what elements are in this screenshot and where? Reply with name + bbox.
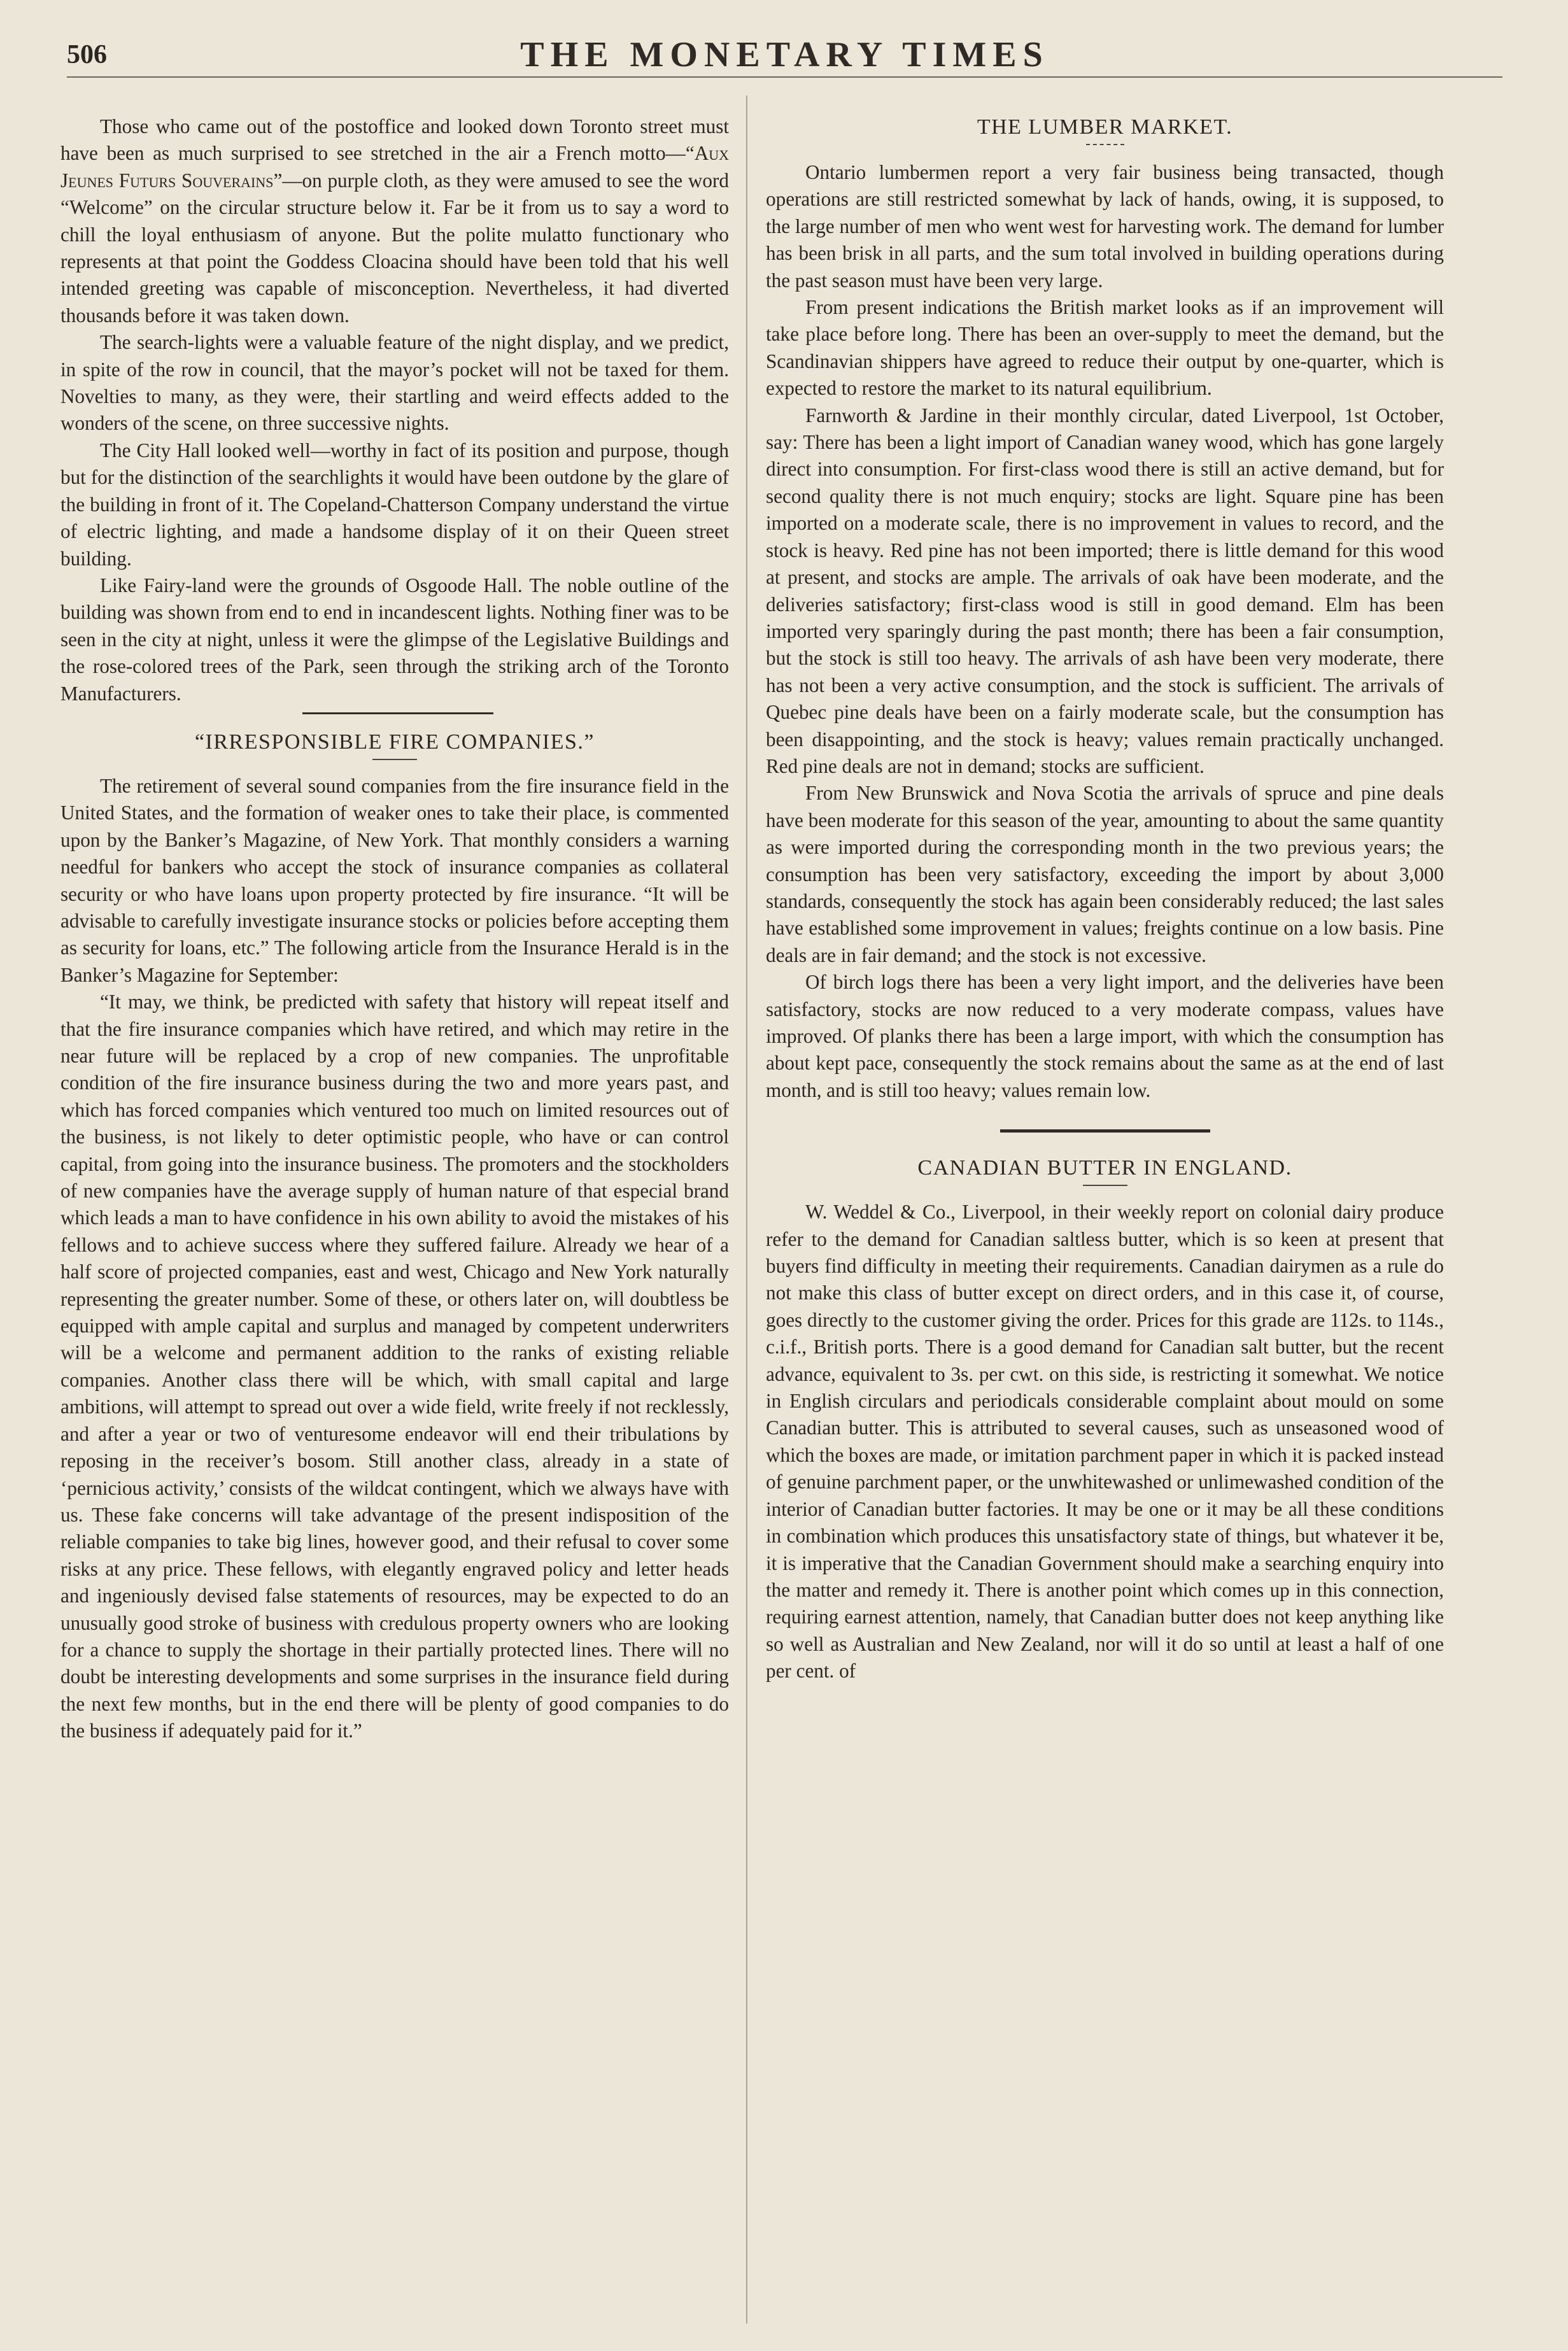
french-motto: Aux Jeunes Futurs Souverains bbox=[60, 142, 729, 192]
heading-rule bbox=[1083, 1185, 1127, 1186]
article-paragraph: Ontario lumbermen report a very fair business being transacted, though operations are still restricted somewhat by lack of hands, owing, it is supposed, to the large number of men who went west for harvesting work. The demand for lumber has been brisk in all parts, and the sum total involved in building operations during the past season must have been very large. bbox=[766, 161, 1444, 292]
article-paragraph: From present indications the British market looks as if an improvement will take place before long. There has been an over-supply to meet the demand, but the Scandinavian shippers have agreed to reduce their output by one-quarter, which is expected to restore the market to its natural equilibrium. bbox=[766, 296, 1444, 400]
article-paragraph: The City Hall looked well—worthy in fact of its position and purpose, though but for the distinction of the searchlights it would have been outdone by the glare of the building in front of it. The Copeland-Chatterson Company understand the virtue of electric lighting, and made a handsome display of it on their Queen street building. bbox=[60, 439, 729, 570]
journal-title: THE MONETARY TIMES bbox=[520, 35, 1049, 74]
section-rule bbox=[1000, 1129, 1210, 1133]
heading-canadian-butter: CANADIAN BUTTER IN ENGLAND. bbox=[917, 1156, 1292, 1180]
left-column bbox=[60, 113, 729, 1745]
article-paragraph bbox=[60, 113, 729, 329]
article-paragraph: W. Weddel & Co., Liverpool, in their weekly report on colonial dairy produce refer to the demand for Canadian saltless butter, which is so keen at present that buyers find difficulty in meeting their requirements. Canadian dairymen as a rule do not make this class of butter except on direct orders, and in this case it, of course, goes directly to the customer giving the order. Prices for this grade are 112s. to 114s., c.i.f., British ports. There is a good demand for Canadian salt butter, but the recent advance, equivalent to 3s. per cwt. on this side, is restricting it somewhat. We notice in English circulars and periodicals considerable complaint about mould on some Canadian butter. This is attributed to several causes, such as unseasoned wood of which the boxes are made, or imitation parchment paper in which it is packed instead of genuine parchment paper, or the unwhitewashed or unlimewashed condition of the interior of Canadian butter factories. It may be one or it may be all these conditions in combination which produces this unsatisfactory state of things, but whatever it be, it is imperative that the Canadian Government should make a searching enquiry into the matter and remedy it. There is another point which comes up in this connection, requiring earnest attention, namely, that Canadian butter does not keep anything like so well as Australian and New Zealand, nor will it do so until at least a half of one per cent. of bbox=[766, 1201, 1444, 1683]
column-divider bbox=[746, 95, 747, 2324]
paragraph-text: ”—on purple cloth, as they were amused to see the word “Welcome” on the circular structure below it. Far be it from us to say a word to chill the loyal enthusiasm of anyone. But the polite mulatto functionary who represents at that point the Goddess Cloacina should have been told that his well intended greeting was capable of misconception. Nevertheless, it had diverted thousands before it was taken down. bbox=[60, 169, 729, 327]
article-paragraph: From New Brunswick and Nova Scotia the arrivals of spruce and pine deals have been moderate for this season of the year, amounting to about the same quantity as were imported during the corresponding month in the two previous years; the consumption has been very satisfactory, exceeding the import by about 3,000 standards, consequently the stock has again been considerably reduced; the last sales have established some improvement in values; freights continue on a low basis. Pine deals are in fair demand; and the stock is not excessive. bbox=[766, 782, 1444, 966]
article-paragraph: Farnworth & Jardine in their monthly circular, dated Liverpool, 1st October, say: There has been a light import of Canadian waney wood, which has gone largely direct into consumption. For first-class wood there is still an active demand, but for second quality there is not much enquiry; stocks are light. Square pine has been imported on a moderate scale, there is no improvement in values to record, and the stock is heavy. Red pine has not been imported; there is little demand for this wood at present, and stocks are ample. The arrivals of oak have been moderate, and the deliveries satisfactory; first-class wood is still in good demand. Elm has been imported very sparingly during the past month; there has been a fair consumption, but the stock is still too heavy. The arrivals of ash have been very moderate, there has not been a very active consumption, and the stock is sufficient. The arrivals of Quebec pine deals have been on a fairly moderate scale, but the consumption has been disappointing, and the stock is heavy; values remain practically unchanged. Red pine deals are not in demand; stocks are sufficient. bbox=[766, 404, 1444, 777]
heading-fire-companies: “IRRESPONSIBLE FIRE COMPANIES.” bbox=[194, 730, 595, 754]
heading-rule bbox=[1086, 144, 1124, 145]
heading-rule bbox=[372, 759, 417, 760]
page-number: 506 bbox=[67, 40, 107, 69]
heading-lumber-market: THE LUMBER MARKET. bbox=[977, 115, 1233, 139]
right-column bbox=[766, 113, 1444, 1685]
article-paragraph: The search-lights were a valuable feature of the night display, and we predict, in spite of the row in council, that the mayor’s pocket will not be taxed for them. Novelties to many, as they were, their startling and weird effects added to the wonders of the scene, on three successive nights. bbox=[60, 331, 729, 435]
article-paragraph: “It may, we think, be predicted with safety that history will repeat itself and that the fire insurance companies which have retired, and which may retire in the near future will be replaced by a crop of new companies. The unprofitable condition of the fire insurance business during the two and more years past, and which has forced companies which ventured too much on limited resources out of the business, is not likely to deter optimistic people, who have or can control capital, from going into the insurance business. The promoters and the stockholders of new companies have the average supply of human nature of that especial brand which leads a man to have confidence in his own ability to avoid the mistakes of his fellows and to achieve success where they suffered failure. Already we hear of a half score of projected companies, east and west, Chicago and New York naturally representing the greater number. Some of these, or others later on, will doubtless be equipped with ample capital and surplus and managed by competent underwriters will be a welcome and permanent addition to the ranks of existing reliable companies. Another class there will be which, with small capital and large ambitions, will attempt to spread out over a wide field, write freely if not recklessly, and after a year or two of venturesome endeavor will end their tribulations by reposing in the receiver’s bosom. Still another class, already in a state of ‘pernicious activity,’ consists of the wildcat contingent, which we always have with us. These fake concerns will take advantage of the present indisposition of the reliable companies to take big lines, however good, and their refusal to cover some risks at any price. These fellows, with elegantly engraved policy and letter heads and ingeniously devised false statements of resources, may be expected to do an unusually good stroke of business with credulous property owners who are looking for a chance to supply the shortage in their partially protected lines. There will no doubt be interesting developments and some surprises in the insurance field during the next few months, but in the end there will be plenty of good companies to do the business if adequately paid for it.” bbox=[60, 991, 729, 1742]
article-paragraph: Like Fairy-land were the grounds of Osgoode Hall. The noble outline of the building was shown from end to end in incandescent lights. Nothing finer was to be seen in the city at night, unless it were the glimpse of the Legislative Buildings and the rose-colored trees of the Park, seen through the striking arch of the Toronto Manufacturers. bbox=[60, 574, 729, 705]
paragraph-text: Those who came out of the postoffice and looked down Toronto street must have been as much surprised to see stretched in the air a French motto—“ bbox=[60, 115, 729, 165]
masthead bbox=[67, 32, 1502, 78]
article-paragraph: Of birch logs there has been a very light import, and the deliveries have been satisfactory, stocks are now reduced to a very moderate compass, values have improved. Of planks there has been a large import, with which the consumption has about kept pace, consequently the stock remains about the same as at the end of last month, and is still too heavy; values remain low. bbox=[766, 971, 1444, 1101]
section-rule bbox=[302, 712, 493, 714]
article-paragraph: The retirement of several sound companies from the fire insurance field in the United States, and the formation of weaker ones to take their place, is commented upon by the Banker’s Magazine, of New York. That monthly considers a warning needful for bankers who accept the stock of insurance companies as collateral security or who have loans upon property protected by fire insurance. “It will be advisable to carefully investigate insurance stocks or policies before accepting them as security for loans, etc.” The following article from the Insurance Herald is in the Banker’s Magazine for September: bbox=[60, 774, 729, 986]
